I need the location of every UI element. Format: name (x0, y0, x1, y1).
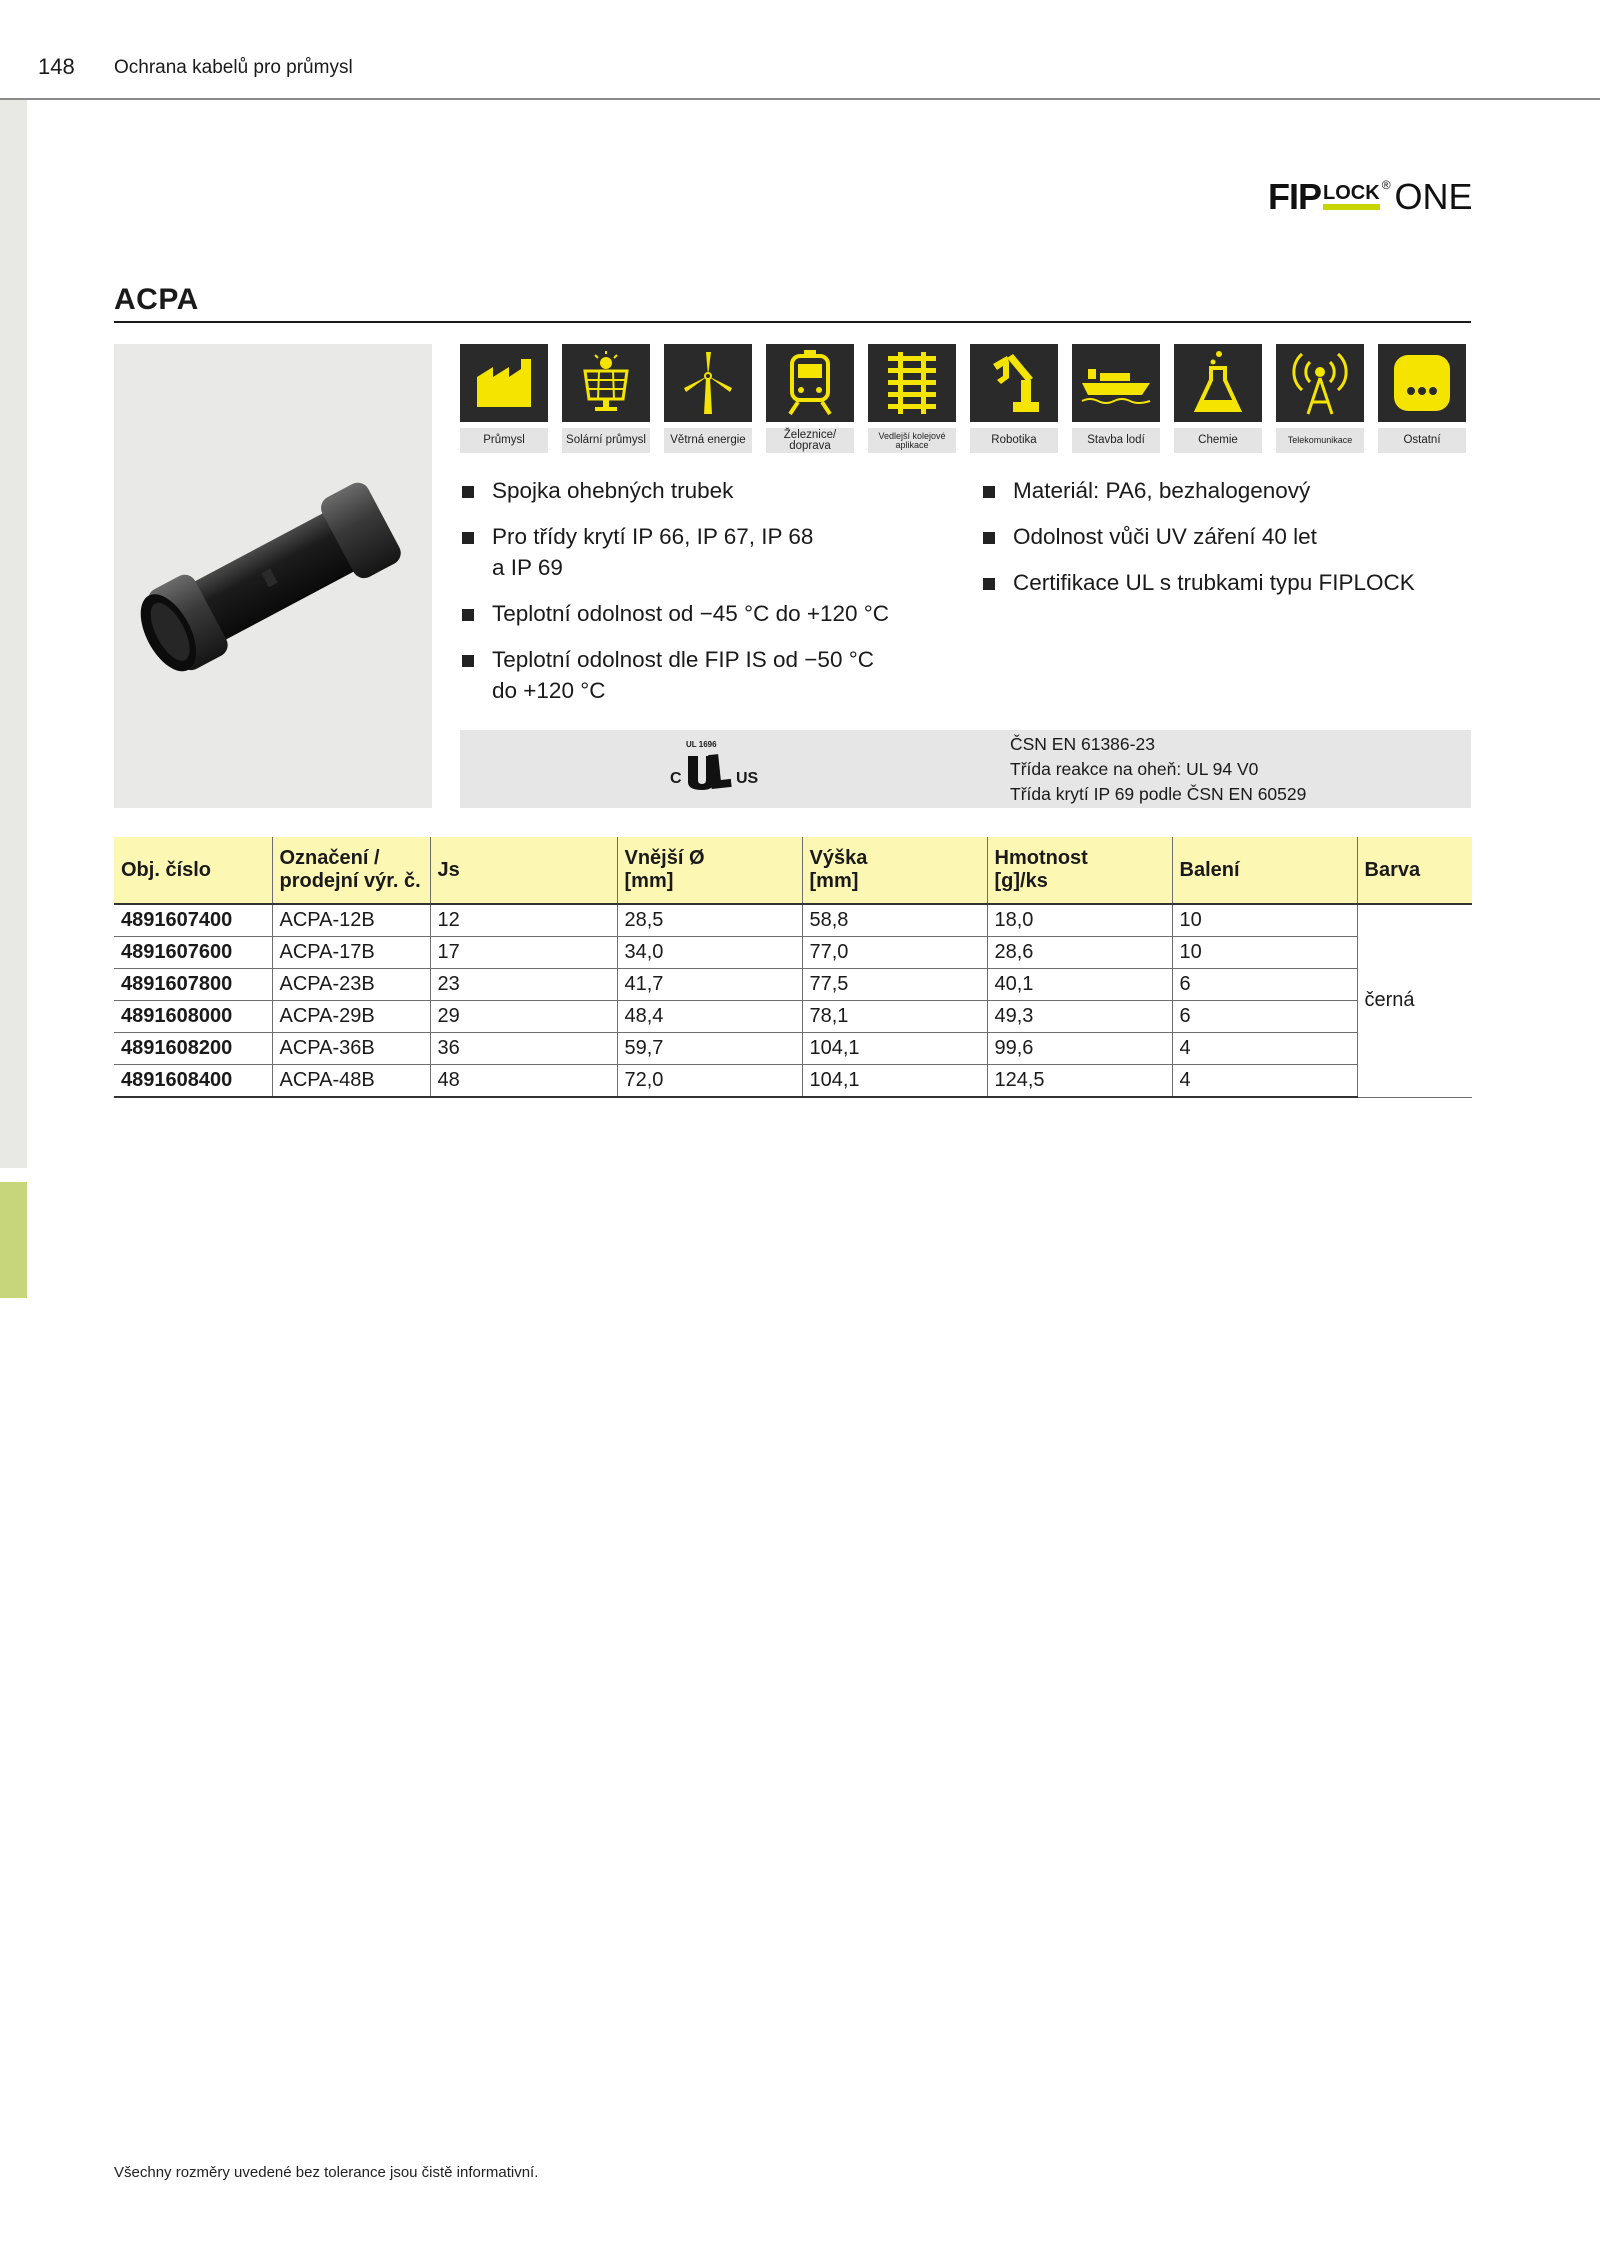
page-number: 148 (38, 54, 75, 79)
ul-c: C (670, 770, 682, 787)
application-wind (664, 344, 752, 453)
application-label: Robotika (970, 428, 1058, 453)
product-photo (114, 344, 432, 808)
outer-diameter: 72,0 (617, 1065, 802, 1098)
title-divider (114, 321, 1471, 323)
fiplock-one-logo (1268, 176, 1473, 220)
col-header-outer-diameter: Vnější Ø [mm] (617, 837, 802, 904)
weight: 124,5 (987, 1065, 1172, 1098)
designation: ACPA-29B (272, 1001, 430, 1033)
col-header-designation: Označení / prodejní výr. č. (272, 837, 430, 904)
height: 78,1 (802, 1001, 987, 1033)
order-number: 4891608400 (114, 1065, 272, 1098)
outer-diameter: 34,0 (617, 937, 802, 969)
ul-logo-icon (684, 752, 732, 792)
table-header-row (114, 837, 1472, 904)
application-label: Železnice/ doprava (766, 428, 854, 453)
logo-one: ONE (1394, 176, 1473, 217)
table-row (114, 904, 1472, 937)
ul-certification-mark (666, 740, 774, 800)
fire-class-line: Třída reakce na oheň: UL 94 V0 (1010, 759, 1259, 779)
col-header-color: Barva (1357, 837, 1472, 904)
height: 104,1 (802, 1065, 987, 1098)
col-header-js: Js (430, 837, 617, 904)
application-label: Solární průmysl (562, 428, 650, 453)
flask-icon (1193, 350, 1243, 416)
height: 58,8 (802, 904, 987, 937)
application-label: Stavba lodí (1072, 428, 1160, 453)
feature-item (460, 598, 1012, 629)
weight: 99,6 (987, 1033, 1172, 1065)
application-label: Ostatní (1378, 428, 1466, 453)
chapter-marker (0, 1182, 27, 1298)
feature-text: Materiál: PA6, bezhalogenový (1013, 478, 1311, 503)
certification-band (460, 730, 1471, 808)
factory-icon (471, 355, 537, 411)
table-row (114, 1065, 1472, 1098)
logo-lock: LOCK (1323, 182, 1380, 210)
application-label: Telekomunikace (1276, 428, 1364, 453)
feature-text: Teplotní odolnost od −45 °C do +120 °C (492, 601, 890, 626)
application-robotics (970, 344, 1058, 453)
application-solar (562, 344, 650, 453)
side-bar (0, 100, 27, 1168)
header-divider (0, 98, 1600, 100)
weight: 28,6 (987, 937, 1172, 969)
package: 4 (1172, 1033, 1357, 1065)
section-title: Ochrana kabelů pro průmysl (114, 57, 353, 78)
feature-item (460, 475, 1012, 506)
application-label: Chemie (1174, 428, 1262, 453)
product-title: ACPA (114, 283, 199, 316)
js: 48 (430, 1065, 617, 1098)
application-icons (460, 344, 1471, 456)
table-row (114, 937, 1472, 969)
ip-class-line: Třída krytí IP 69 podle ČSN EN 60529 (1010, 784, 1307, 804)
col-header-weight: Hmotnost [g]/ks (987, 837, 1172, 904)
designation: ACPA-23B (272, 969, 430, 1001)
wind-turbine-icon (678, 350, 738, 416)
package: 6 (1172, 1001, 1357, 1033)
footnote: Všechny rozměry uvedené bez tolerance jsou čistě informativní. (114, 2164, 539, 2181)
feature-text-cont: do +120 °C (492, 678, 606, 703)
designation: ACPA-48B (272, 1065, 430, 1098)
package: 10 (1172, 937, 1357, 969)
application-chemistry (1174, 344, 1262, 453)
application-other (1378, 344, 1466, 453)
js: 17 (430, 937, 617, 969)
application-label: Větrná energie (664, 428, 752, 453)
order-number: 4891607600 (114, 937, 272, 969)
feature-item (460, 521, 1012, 583)
package: 10 (1172, 904, 1357, 937)
solar-panel-icon (573, 351, 639, 415)
js: 23 (430, 969, 617, 1001)
feature-item (981, 521, 1533, 552)
feature-text: Spojka ohebných trubek (492, 478, 734, 503)
feature-item (981, 475, 1533, 506)
more-icon (1390, 351, 1454, 415)
order-number: 4891607800 (114, 969, 272, 1001)
rail-track-icon (882, 350, 942, 416)
order-number: 4891608000 (114, 1001, 272, 1033)
js: 29 (430, 1001, 617, 1033)
application-label: Vedlejší kolejové aplikace (868, 428, 956, 453)
application-industry (460, 344, 548, 453)
product-table (114, 837, 1472, 1098)
feature-text: Pro třídy krytí IP 66, IP 67, IP 68 (492, 524, 814, 549)
designation: ACPA-17B (272, 937, 430, 969)
application-shipbuilding (1072, 344, 1160, 453)
antenna-icon (1290, 350, 1350, 416)
package: 4 (1172, 1065, 1357, 1098)
outer-diameter: 41,7 (617, 969, 802, 1001)
feature-text: Teplotní odolnost dle FIP IS od −50 °C (492, 647, 874, 672)
feature-item (981, 567, 1533, 598)
feature-item (460, 644, 1012, 706)
weight: 18,0 (987, 904, 1172, 937)
ul-standard: UL 1696 (686, 740, 717, 749)
col-header-height: Výška [mm] (802, 837, 987, 904)
feature-text-cont: a IP 69 (492, 555, 563, 580)
outer-diameter: 28,5 (617, 904, 802, 937)
order-number: 4891607400 (114, 904, 272, 937)
order-number: 4891608200 (114, 1033, 272, 1065)
outer-diameter: 48,4 (617, 1001, 802, 1033)
application-label: Průmysl (460, 428, 548, 453)
height: 77,5 (802, 969, 987, 1001)
height: 77,0 (802, 937, 987, 969)
table-row (114, 1001, 1472, 1033)
weight: 49,3 (987, 1001, 1172, 1033)
height: 104,1 (802, 1033, 987, 1065)
designation: ACPA-36B (272, 1033, 430, 1065)
standard-line: ČSN EN 61386-23 (1010, 734, 1155, 754)
table-row (114, 969, 1472, 1001)
js: 12 (430, 904, 617, 937)
ul-us: US (736, 770, 759, 787)
feature-text: Certifikace UL s trubkami typu FIPLOCK (1013, 570, 1415, 595)
train-icon (784, 350, 836, 416)
table-row (114, 1033, 1472, 1065)
designation: ACPA-12B (272, 904, 430, 937)
feature-text: Odolnost vůči UV záření 40 let (1013, 524, 1317, 549)
ship-icon (1080, 361, 1152, 405)
color-value: černá (1357, 904, 1472, 1097)
col-header-order-number: Obj. číslo (114, 837, 272, 904)
package: 6 (1172, 969, 1357, 1001)
application-railway (766, 344, 854, 453)
col-header-package: Balení (1172, 837, 1357, 904)
robot-arm-icon (983, 350, 1045, 416)
coupling-image (114, 344, 432, 808)
outer-diameter: 59,7 (617, 1033, 802, 1065)
js: 36 (430, 1033, 617, 1065)
logo-registered: ® (1381, 178, 1391, 192)
application-rail-track (868, 344, 956, 453)
weight: 40,1 (987, 969, 1172, 1001)
application-telecom (1276, 344, 1364, 453)
logo-fip: FIP (1268, 176, 1322, 217)
